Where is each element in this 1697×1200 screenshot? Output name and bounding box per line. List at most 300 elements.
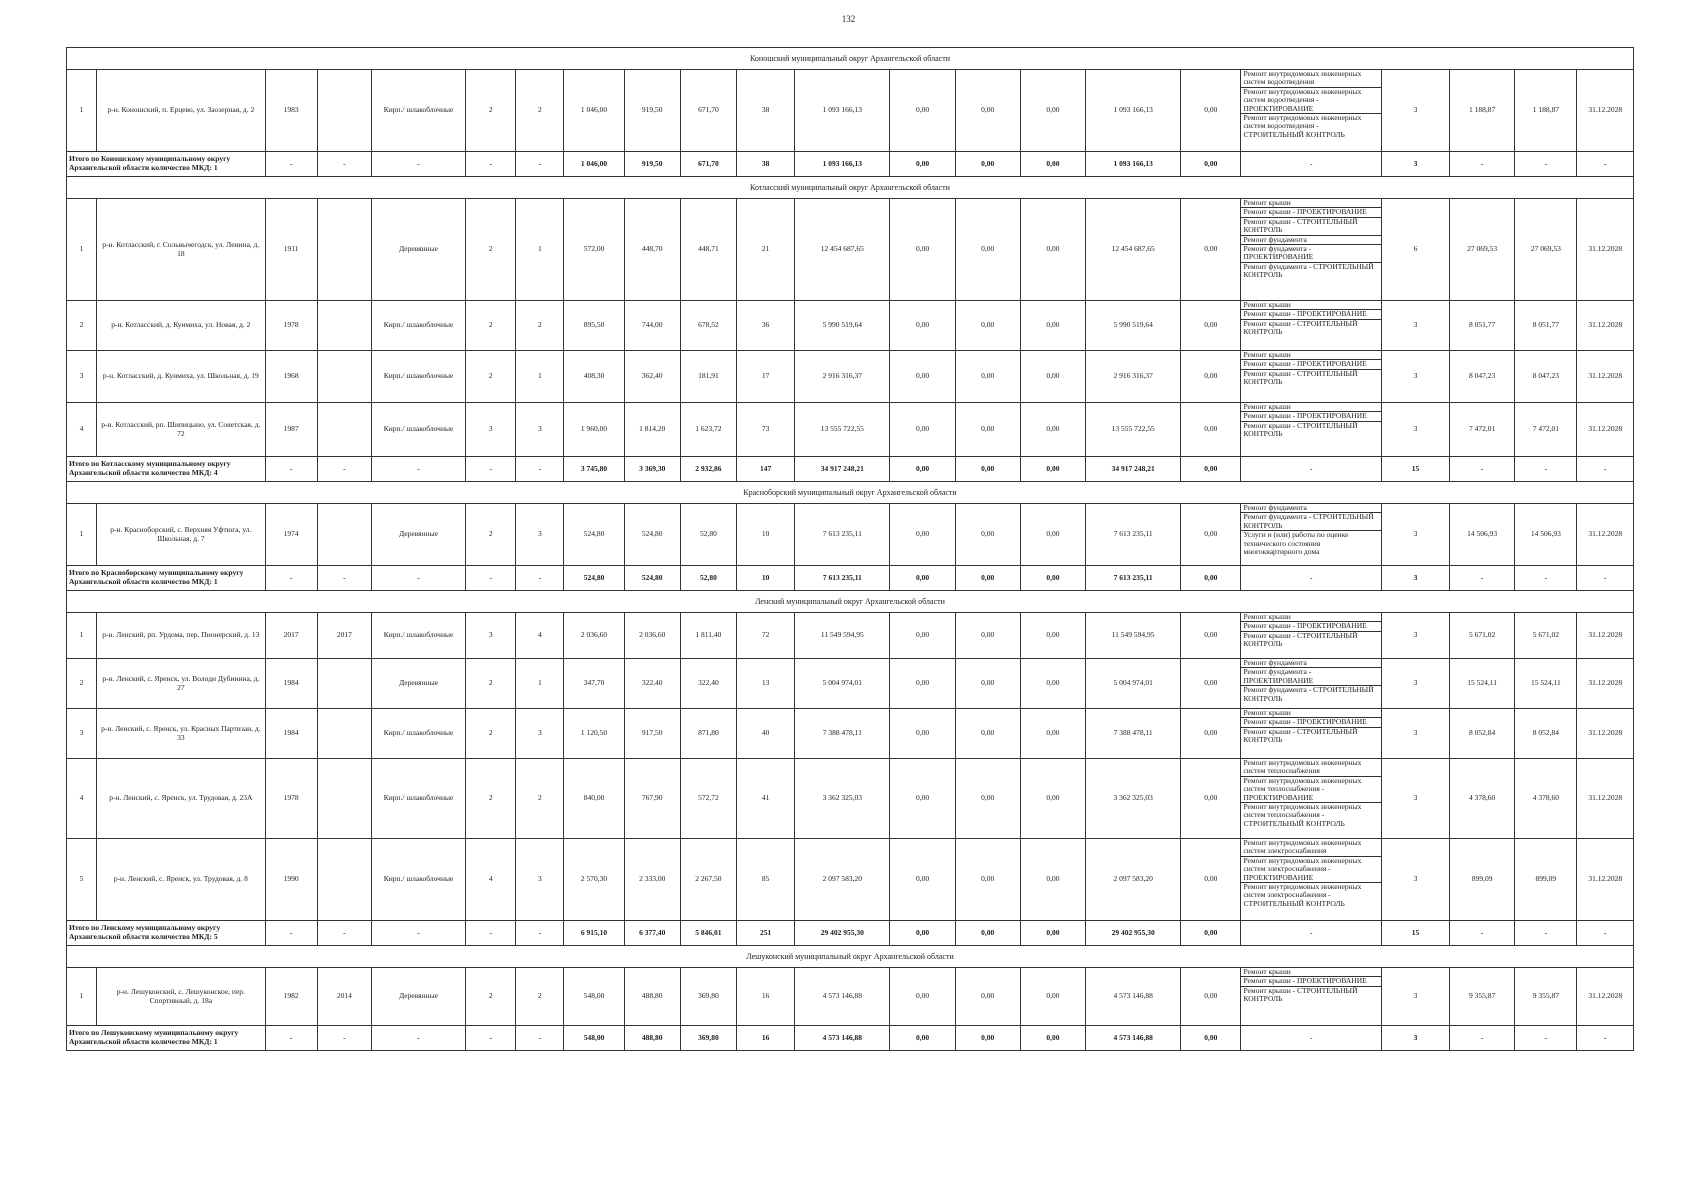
total-p: 16 xyxy=(736,1026,794,1051)
cell-p: 73 xyxy=(736,403,794,457)
cell-p: 85 xyxy=(736,839,794,921)
cell-a1: 347,70 xyxy=(564,659,624,709)
cell-c2: 0,00 xyxy=(890,351,955,403)
cell-c6: 0,00 xyxy=(1181,659,1241,709)
cell-c4: 0,00 xyxy=(1020,403,1085,457)
cell-y2 xyxy=(317,403,371,457)
cell-c3: 0,00 xyxy=(955,351,1020,403)
cell-c3: 0,00 xyxy=(955,301,1020,351)
total-p: 251 xyxy=(736,921,794,946)
works-list xyxy=(1241,403,1381,457)
work-item: Ремонт крыши xyxy=(1241,709,1380,718)
cell-a3: 448,71 xyxy=(680,199,736,301)
district-total-row xyxy=(67,457,1634,482)
district-header-row xyxy=(67,591,1634,613)
cell-y2: 2017 xyxy=(317,613,371,659)
work-item: Ремонт крыши xyxy=(1241,351,1380,360)
total-dash: - xyxy=(265,152,317,177)
total-c2: 0,00 xyxy=(890,1026,955,1051)
cell-a2: 917,50 xyxy=(624,709,680,759)
cell-y2 xyxy=(317,199,371,301)
cell-a2: 1 814,20 xyxy=(624,403,680,457)
total-dash: - xyxy=(317,152,371,177)
cell-d: 31.12.2028 xyxy=(1577,351,1634,403)
work-item: Ремонт крыши - ПРОЕКТИРОВАНИЕ xyxy=(1241,622,1380,631)
cell-addr: р-н. Котласский, д. Куимиха, ул. Школьная, д. 19 xyxy=(97,351,266,403)
district-header-row xyxy=(67,177,1634,199)
cell-c3: 0,00 xyxy=(955,759,1020,839)
total-p: 147 xyxy=(736,457,794,482)
cell-c4: 0,00 xyxy=(1020,301,1085,351)
total-a1: 524,80 xyxy=(564,566,624,591)
cell-u2: 1 188,87 xyxy=(1515,70,1577,152)
building-row xyxy=(67,70,1634,152)
work-item: Ремонт внутридомовых инженерных систем электроснабжения xyxy=(1241,839,1380,857)
total-c1: 29 402 955,30 xyxy=(795,921,890,946)
cell-d: 31.12.2028 xyxy=(1577,613,1634,659)
total-label: Итого по Ленскому муниципальному округу Архангельской области количество МКД: 5 xyxy=(67,921,266,946)
cell-u2: 15 524,11 xyxy=(1515,659,1577,709)
work-item: Ремонт внутридомовых инженерных систем водоотведения - СТРОИТЕЛЬНЫЙ КОНТРОЛЬ xyxy=(1243,112,1362,139)
cell-c2: 0,00 xyxy=(890,613,955,659)
total-c1: 34 917 248,21 xyxy=(795,457,890,482)
cell-e: 1 xyxy=(516,351,564,403)
cell-u1: 1 188,87 xyxy=(1450,70,1515,152)
cell-u2: 4 378,60 xyxy=(1515,759,1577,839)
total-dash: - xyxy=(1241,1026,1381,1051)
work-item: Ремонт фундамента xyxy=(1241,659,1380,668)
work-item: Ремонт крыши - СТРОИТЕЛЬНЫЙ КОНТРОЛЬ xyxy=(1243,420,1358,439)
total-a2: 524,80 xyxy=(624,566,680,591)
cell-c1: 11 549 594,95 xyxy=(795,613,890,659)
works-list xyxy=(1241,659,1381,709)
total-dash: - xyxy=(317,457,371,482)
total-dash: - xyxy=(317,1026,371,1051)
work-item: Ремонт крыши xyxy=(1241,613,1380,622)
total-c6: 0,00 xyxy=(1181,457,1241,482)
building-row xyxy=(67,403,1634,457)
work-item: Ремонт фундамента - СТРОИТЕЛЬНЫЙ КОНТРОЛЬ xyxy=(1243,685,1374,703)
total-k: 3 xyxy=(1381,152,1449,177)
cell-c6: 0,00 xyxy=(1181,613,1241,659)
cell-mat: Деревянные xyxy=(371,659,465,709)
cell-mat: Кирп./ шлакоблочные xyxy=(371,839,465,921)
total-a2: 6 377,40 xyxy=(624,921,680,946)
total-dash: - xyxy=(1577,457,1634,482)
total-a1: 548,00 xyxy=(564,1026,624,1051)
cell-y2 xyxy=(317,301,371,351)
total-c6: 0,00 xyxy=(1181,152,1241,177)
cell-k: 3 xyxy=(1381,968,1449,1026)
cell-c4: 0,00 xyxy=(1020,70,1085,152)
register-table xyxy=(66,47,1634,1051)
total-dash: - xyxy=(1450,921,1515,946)
cell-d: 31.12.2028 xyxy=(1577,301,1634,351)
total-dash: - xyxy=(1577,152,1634,177)
cell-addr: р-н. Котласский, г. Сольвычегодск, ул. Ленина, д. 18 xyxy=(97,199,266,301)
total-c2: 0,00 xyxy=(890,152,955,177)
page-number: 132 xyxy=(841,14,856,24)
cell-c1: 7 613 235,11 xyxy=(795,504,890,566)
cell-u2: 5 671,02 xyxy=(1515,613,1577,659)
building-row xyxy=(67,759,1634,839)
cell-a3: 52,80 xyxy=(680,504,736,566)
cell-c1: 13 555 722,55 xyxy=(795,403,890,457)
building-row xyxy=(67,659,1634,709)
total-c3: 0,00 xyxy=(955,566,1020,591)
cell-k: 3 xyxy=(1381,351,1449,403)
district-header-row xyxy=(67,946,1634,968)
cell-a3: 181,91 xyxy=(680,351,736,403)
cell-k: 3 xyxy=(1381,839,1449,921)
total-dash: - xyxy=(1241,921,1381,946)
district-total-row xyxy=(67,1026,1634,1051)
cell-a1: 895,50 xyxy=(564,301,624,351)
cell-a1: 1 120,50 xyxy=(564,709,624,759)
cell-u2: 8 051,77 xyxy=(1515,301,1577,351)
total-c6: 0,00 xyxy=(1181,1026,1241,1051)
cell-mat: Деревянные xyxy=(371,968,465,1026)
building-row xyxy=(67,351,1634,403)
cell-f: 2 xyxy=(466,351,516,403)
work-item: Ремонт внутридомовых инженерных систем водоотведения - ПРОЕКТИРОВАНИЕ xyxy=(1241,88,1380,114)
cell-d: 31.12.2028 xyxy=(1577,759,1634,839)
cell-a1: 1 960,00 xyxy=(564,403,624,457)
cell-y2 xyxy=(317,759,371,839)
cell-c6: 0,00 xyxy=(1181,504,1241,566)
cell-e: 2 xyxy=(516,759,564,839)
cell-c2: 0,00 xyxy=(890,659,955,709)
total-dash: - xyxy=(1450,1026,1515,1051)
cell-c4: 0,00 xyxy=(1020,199,1085,301)
district-header-row xyxy=(67,48,1634,70)
district-total-row xyxy=(67,921,1634,946)
total-dash: - xyxy=(1450,152,1515,177)
cell-c6: 0,00 xyxy=(1181,839,1241,921)
cell-c3: 0,00 xyxy=(955,968,1020,1026)
work-item: Ремонт фундамента xyxy=(1241,236,1380,245)
cell-y1: 1987 xyxy=(265,403,317,457)
total-c3: 0,00 xyxy=(955,1026,1020,1051)
cell-u2: 14 506,93 xyxy=(1515,504,1577,566)
cell-u1: 4 378,60 xyxy=(1450,759,1515,839)
cell-n: 1 xyxy=(67,70,97,152)
work-item: Ремонт крыши - СТРОИТЕЛЬНЫЙ КОНТРОЛЬ xyxy=(1243,726,1358,745)
total-dash: - xyxy=(371,566,465,591)
cell-a3: 1 811,40 xyxy=(680,613,736,659)
cell-c1: 4 573 146,88 xyxy=(795,968,890,1026)
cell-a1: 2 570,30 xyxy=(564,839,624,921)
cell-c1: 5 990 519,64 xyxy=(795,301,890,351)
cell-f: 2 xyxy=(466,759,516,839)
total-c5: 34 917 248,21 xyxy=(1086,457,1181,482)
cell-c4: 0,00 xyxy=(1020,759,1085,839)
cell-y1: 1978 xyxy=(265,759,317,839)
total-dash: - xyxy=(466,152,516,177)
cell-c5: 12 454 687,65 xyxy=(1086,199,1181,301)
work-item: Ремонт крыши - СТРОИТЕЛЬНЫЙ КОНТРОЛЬ xyxy=(1243,985,1358,1004)
cell-d: 31.12.2028 xyxy=(1577,403,1634,457)
total-c1: 4 573 146,88 xyxy=(795,1026,890,1051)
cell-c2: 0,00 xyxy=(890,199,955,301)
total-a3: 2 932,86 xyxy=(680,457,736,482)
cell-addr: р-н. Лешуконский, с. Лешуконское, пер. Спортивный, д. 18а xyxy=(97,968,266,1026)
total-a3: 369,80 xyxy=(680,1026,736,1051)
cell-u2: 7 472,01 xyxy=(1515,403,1577,457)
cell-c1: 1 093 166,13 xyxy=(795,70,890,152)
work-item: Ремонт внутридомовых инженерных систем водоотведения xyxy=(1241,70,1380,88)
cell-f: 2 xyxy=(466,709,516,759)
total-a3: 5 846,01 xyxy=(680,921,736,946)
cell-y1: 1982 xyxy=(265,968,317,1026)
total-dash: - xyxy=(466,921,516,946)
works-list xyxy=(1241,613,1381,659)
total-c5: 7 613 235,11 xyxy=(1086,566,1181,591)
cell-u1: 8 052,84 xyxy=(1450,709,1515,759)
cell-d: 31.12.2028 xyxy=(1577,709,1634,759)
cell-e: 2 xyxy=(516,301,564,351)
cell-y2 xyxy=(317,504,371,566)
works-list xyxy=(1241,968,1381,1026)
cell-p: 13 xyxy=(736,659,794,709)
cell-u2: 8 052,84 xyxy=(1515,709,1577,759)
capital-repair-register xyxy=(66,47,1634,1051)
cell-a2: 448,70 xyxy=(624,199,680,301)
total-dash: - xyxy=(1450,457,1515,482)
work-item: Ремонт крыши - ПРОЕКТИРОВАНИЕ xyxy=(1241,360,1380,369)
cell-c1: 5 004 974,01 xyxy=(795,659,890,709)
building-row xyxy=(67,968,1634,1026)
cell-y1: 1983 xyxy=(265,70,317,152)
work-item: Ремонт крыши - СТРОИТЕЛЬНЫЙ КОНТРОЛЬ xyxy=(1243,318,1358,337)
cell-u1: 5 671,02 xyxy=(1450,613,1515,659)
work-item: Ремонт крыши - ПРОЕКТИРОВАНИЕ xyxy=(1241,977,1380,986)
cell-c1: 3 362 325,03 xyxy=(795,759,890,839)
work-item: Ремонт крыши - ПРОЕКТИРОВАНИЕ xyxy=(1241,310,1380,319)
cell-a1: 524,80 xyxy=(564,504,624,566)
cell-c3: 0,00 xyxy=(955,613,1020,659)
cell-addr: р-н. Котласский, д. Куимиха, ул. Новая, д. 2 xyxy=(97,301,266,351)
cell-e: 1 xyxy=(516,199,564,301)
total-dash: - xyxy=(1241,566,1381,591)
cell-y1: 1911 xyxy=(265,199,317,301)
cell-a1: 548,00 xyxy=(564,968,624,1026)
cell-f: 2 xyxy=(466,504,516,566)
work-item: Ремонт фундамента - ПРОЕКТИРОВАНИЕ xyxy=(1241,668,1380,686)
cell-c2: 0,00 xyxy=(890,70,955,152)
cell-f: 2 xyxy=(466,301,516,351)
total-dash: - xyxy=(516,921,564,946)
total-dash: - xyxy=(1515,1026,1577,1051)
total-c6: 0,00 xyxy=(1181,921,1241,946)
cell-a2: 2 333,00 xyxy=(624,839,680,921)
cell-p: 41 xyxy=(736,759,794,839)
work-item: Ремонт внутридомовых инженерных систем электроснабжения - СТРОИТЕЛЬНЫЙ КОНТРОЛЬ xyxy=(1243,881,1362,908)
cell-c4: 0,00 xyxy=(1020,968,1085,1026)
cell-f: 2 xyxy=(466,70,516,152)
cell-c3: 0,00 xyxy=(955,839,1020,921)
cell-c2: 0,00 xyxy=(890,504,955,566)
works-list xyxy=(1241,504,1381,566)
total-dash: - xyxy=(317,566,371,591)
district-name: Коношский муниципальный округ Архангельской области xyxy=(67,48,1634,70)
cell-n: 1 xyxy=(67,613,97,659)
cell-a2: 322,40 xyxy=(624,659,680,709)
cell-u1: 14 506,93 xyxy=(1450,504,1515,566)
total-c2: 0,00 xyxy=(890,457,955,482)
total-dash: - xyxy=(265,921,317,946)
total-c6: 0,00 xyxy=(1181,566,1241,591)
total-dash: - xyxy=(516,1026,564,1051)
building-row xyxy=(67,301,1634,351)
total-dash: - xyxy=(1241,152,1381,177)
cell-p: 40 xyxy=(736,709,794,759)
cell-a1: 572,00 xyxy=(564,199,624,301)
total-dash: - xyxy=(1515,566,1577,591)
cell-u1: 8 047,23 xyxy=(1450,351,1515,403)
cell-c6: 0,00 xyxy=(1181,709,1241,759)
building-row xyxy=(67,199,1634,301)
cell-f: 2 xyxy=(466,968,516,1026)
total-k: 3 xyxy=(1381,1026,1449,1051)
district-total-row xyxy=(67,152,1634,177)
cell-y1: 1974 xyxy=(265,504,317,566)
cell-c4: 0,00 xyxy=(1020,839,1085,921)
cell-y2 xyxy=(317,351,371,403)
work-item: Ремонт фундамента xyxy=(1241,504,1380,513)
cell-c6: 0,00 xyxy=(1181,403,1241,457)
cell-c5: 11 549 594,95 xyxy=(1086,613,1181,659)
cell-addr: р-н. Котласский, рп. Шипицыно, ул. Советская, д. 72 xyxy=(97,403,266,457)
cell-c3: 0,00 xyxy=(955,403,1020,457)
cell-e: 2 xyxy=(516,70,564,152)
cell-y2: 2014 xyxy=(317,968,371,1026)
cell-c2: 0,00 xyxy=(890,403,955,457)
cell-d: 31.12.2028 xyxy=(1577,504,1634,566)
cell-u1: 8 051,77 xyxy=(1450,301,1515,351)
work-item: Ремонт крыши xyxy=(1241,199,1380,208)
cell-a3: 322,40 xyxy=(680,659,736,709)
total-a2: 3 369,30 xyxy=(624,457,680,482)
cell-y1: 2017 xyxy=(265,613,317,659)
total-dash: - xyxy=(265,566,317,591)
cell-e: 3 xyxy=(516,504,564,566)
cell-mat: Деревянные xyxy=(371,199,465,301)
cell-f: 3 xyxy=(466,403,516,457)
cell-c4: 0,00 xyxy=(1020,504,1085,566)
cell-d: 31.12.2028 xyxy=(1577,968,1634,1026)
work-item: Ремонт крыши - ПРОЕКТИРОВАНИЕ xyxy=(1241,718,1380,727)
works-list xyxy=(1241,709,1381,759)
cell-mat: Кирп./ шлакоблочные xyxy=(371,613,465,659)
total-a2: 919,50 xyxy=(624,152,680,177)
cell-c3: 0,00 xyxy=(955,709,1020,759)
works-list xyxy=(1241,70,1381,152)
cell-c4: 0,00 xyxy=(1020,659,1085,709)
cell-c5: 5 990 519,64 xyxy=(1086,301,1181,351)
cell-c5: 7 613 235,11 xyxy=(1086,504,1181,566)
cell-y1: 1990 xyxy=(265,839,317,921)
work-item: Ремонт крыши xyxy=(1241,301,1380,310)
cell-n: 1 xyxy=(67,504,97,566)
work-item: Ремонт внутридомовых инженерных систем теплоснабжения - ПРОЕКТИРОВАНИЕ xyxy=(1241,777,1380,803)
cell-a2: 362,40 xyxy=(624,351,680,403)
cell-addr: р-н. Ленский, с. Яренск, ул. Трудовая, д. 8 xyxy=(97,839,266,921)
cell-c1: 2 916 316,37 xyxy=(795,351,890,403)
cell-c4: 0,00 xyxy=(1020,351,1085,403)
total-dash: - xyxy=(516,566,564,591)
cell-f: 2 xyxy=(466,659,516,709)
cell-addr: р-н. Ленский, с. Яренск, ул. Володи Дубинина, д. 27 xyxy=(97,659,266,709)
cell-n: 5 xyxy=(67,839,97,921)
total-label: Итого по Коношскому муниципальному округу Архангельской области количество МКД: 1 xyxy=(67,152,266,177)
cell-p: 36 xyxy=(736,301,794,351)
cell-y1: 1978 xyxy=(265,301,317,351)
building-row xyxy=(67,839,1634,921)
total-k: 3 xyxy=(1381,566,1449,591)
cell-a2: 2 036,60 xyxy=(624,613,680,659)
cell-a2: 744,00 xyxy=(624,301,680,351)
work-item: Ремонт фундамента - СТРОИТЕЛЬНЫЙ КОНТРОЛЬ xyxy=(1243,261,1374,280)
cell-c4: 0,00 xyxy=(1020,709,1085,759)
total-dash: - xyxy=(1577,921,1634,946)
cell-addr: р-н. Красноборский, с. Верхняя Уфтюга, ул. Школьная, д. 7 xyxy=(97,504,266,566)
total-c5: 29 402 955,30 xyxy=(1086,921,1181,946)
cell-c2: 0,00 xyxy=(890,709,955,759)
cell-c6: 0,00 xyxy=(1181,759,1241,839)
total-p: 10 xyxy=(736,566,794,591)
cell-addr: р-н. Ленский, с. Яренск, ул. Трудовая, д. 23А xyxy=(97,759,266,839)
cell-addr: р-н. Ленский, с. Яренск, ул. Красных Партизан, д. 33 xyxy=(97,709,266,759)
cell-k: 3 xyxy=(1381,504,1449,566)
cell-k: 3 xyxy=(1381,709,1449,759)
total-dash: - xyxy=(516,152,564,177)
cell-p: 72 xyxy=(736,613,794,659)
total-p: 38 xyxy=(736,152,794,177)
cell-n: 3 xyxy=(67,709,97,759)
cell-u2: 899,09 xyxy=(1515,839,1577,921)
cell-n: 2 xyxy=(67,659,97,709)
works-list xyxy=(1241,759,1381,839)
cell-mat: Кирп./ шлакоблочные xyxy=(371,403,465,457)
cell-u2: 27 069,53 xyxy=(1515,199,1577,301)
cell-c6: 0,00 xyxy=(1181,301,1241,351)
cell-c2: 0,00 xyxy=(890,301,955,351)
cell-y2 xyxy=(317,709,371,759)
cell-p: 38 xyxy=(736,70,794,152)
cell-addr: р-н. Коношский, п. Ерцево, ул. Заозерная, д. 2 xyxy=(97,70,266,152)
cell-n: 2 xyxy=(67,301,97,351)
district-name: Котласский муниципальный округ Архангельской области xyxy=(67,177,1634,199)
cell-a3: 871,80 xyxy=(680,709,736,759)
cell-n: 1 xyxy=(67,199,97,301)
total-dash: - xyxy=(466,457,516,482)
cell-a1: 840,00 xyxy=(564,759,624,839)
total-c4: 0,00 xyxy=(1020,457,1085,482)
cell-y2 xyxy=(317,70,371,152)
district-name: Ленский муниципальный округ Архангельской области xyxy=(67,591,1634,613)
cell-u2: 9 355,87 xyxy=(1515,968,1577,1026)
work-item: Ремонт крыши - СТРОИТЕЛЬНЫЙ КОНТРОЛЬ xyxy=(1241,218,1380,236)
cell-c6: 0,00 xyxy=(1181,351,1241,403)
works-list xyxy=(1241,839,1381,921)
total-a1: 3 745,80 xyxy=(564,457,624,482)
total-c1: 7 613 235,11 xyxy=(795,566,890,591)
cell-a3: 1 623,72 xyxy=(680,403,736,457)
cell-a3: 671,70 xyxy=(680,70,736,152)
work-item: Ремонт крыши xyxy=(1241,403,1380,412)
total-dash: - xyxy=(1450,566,1515,591)
